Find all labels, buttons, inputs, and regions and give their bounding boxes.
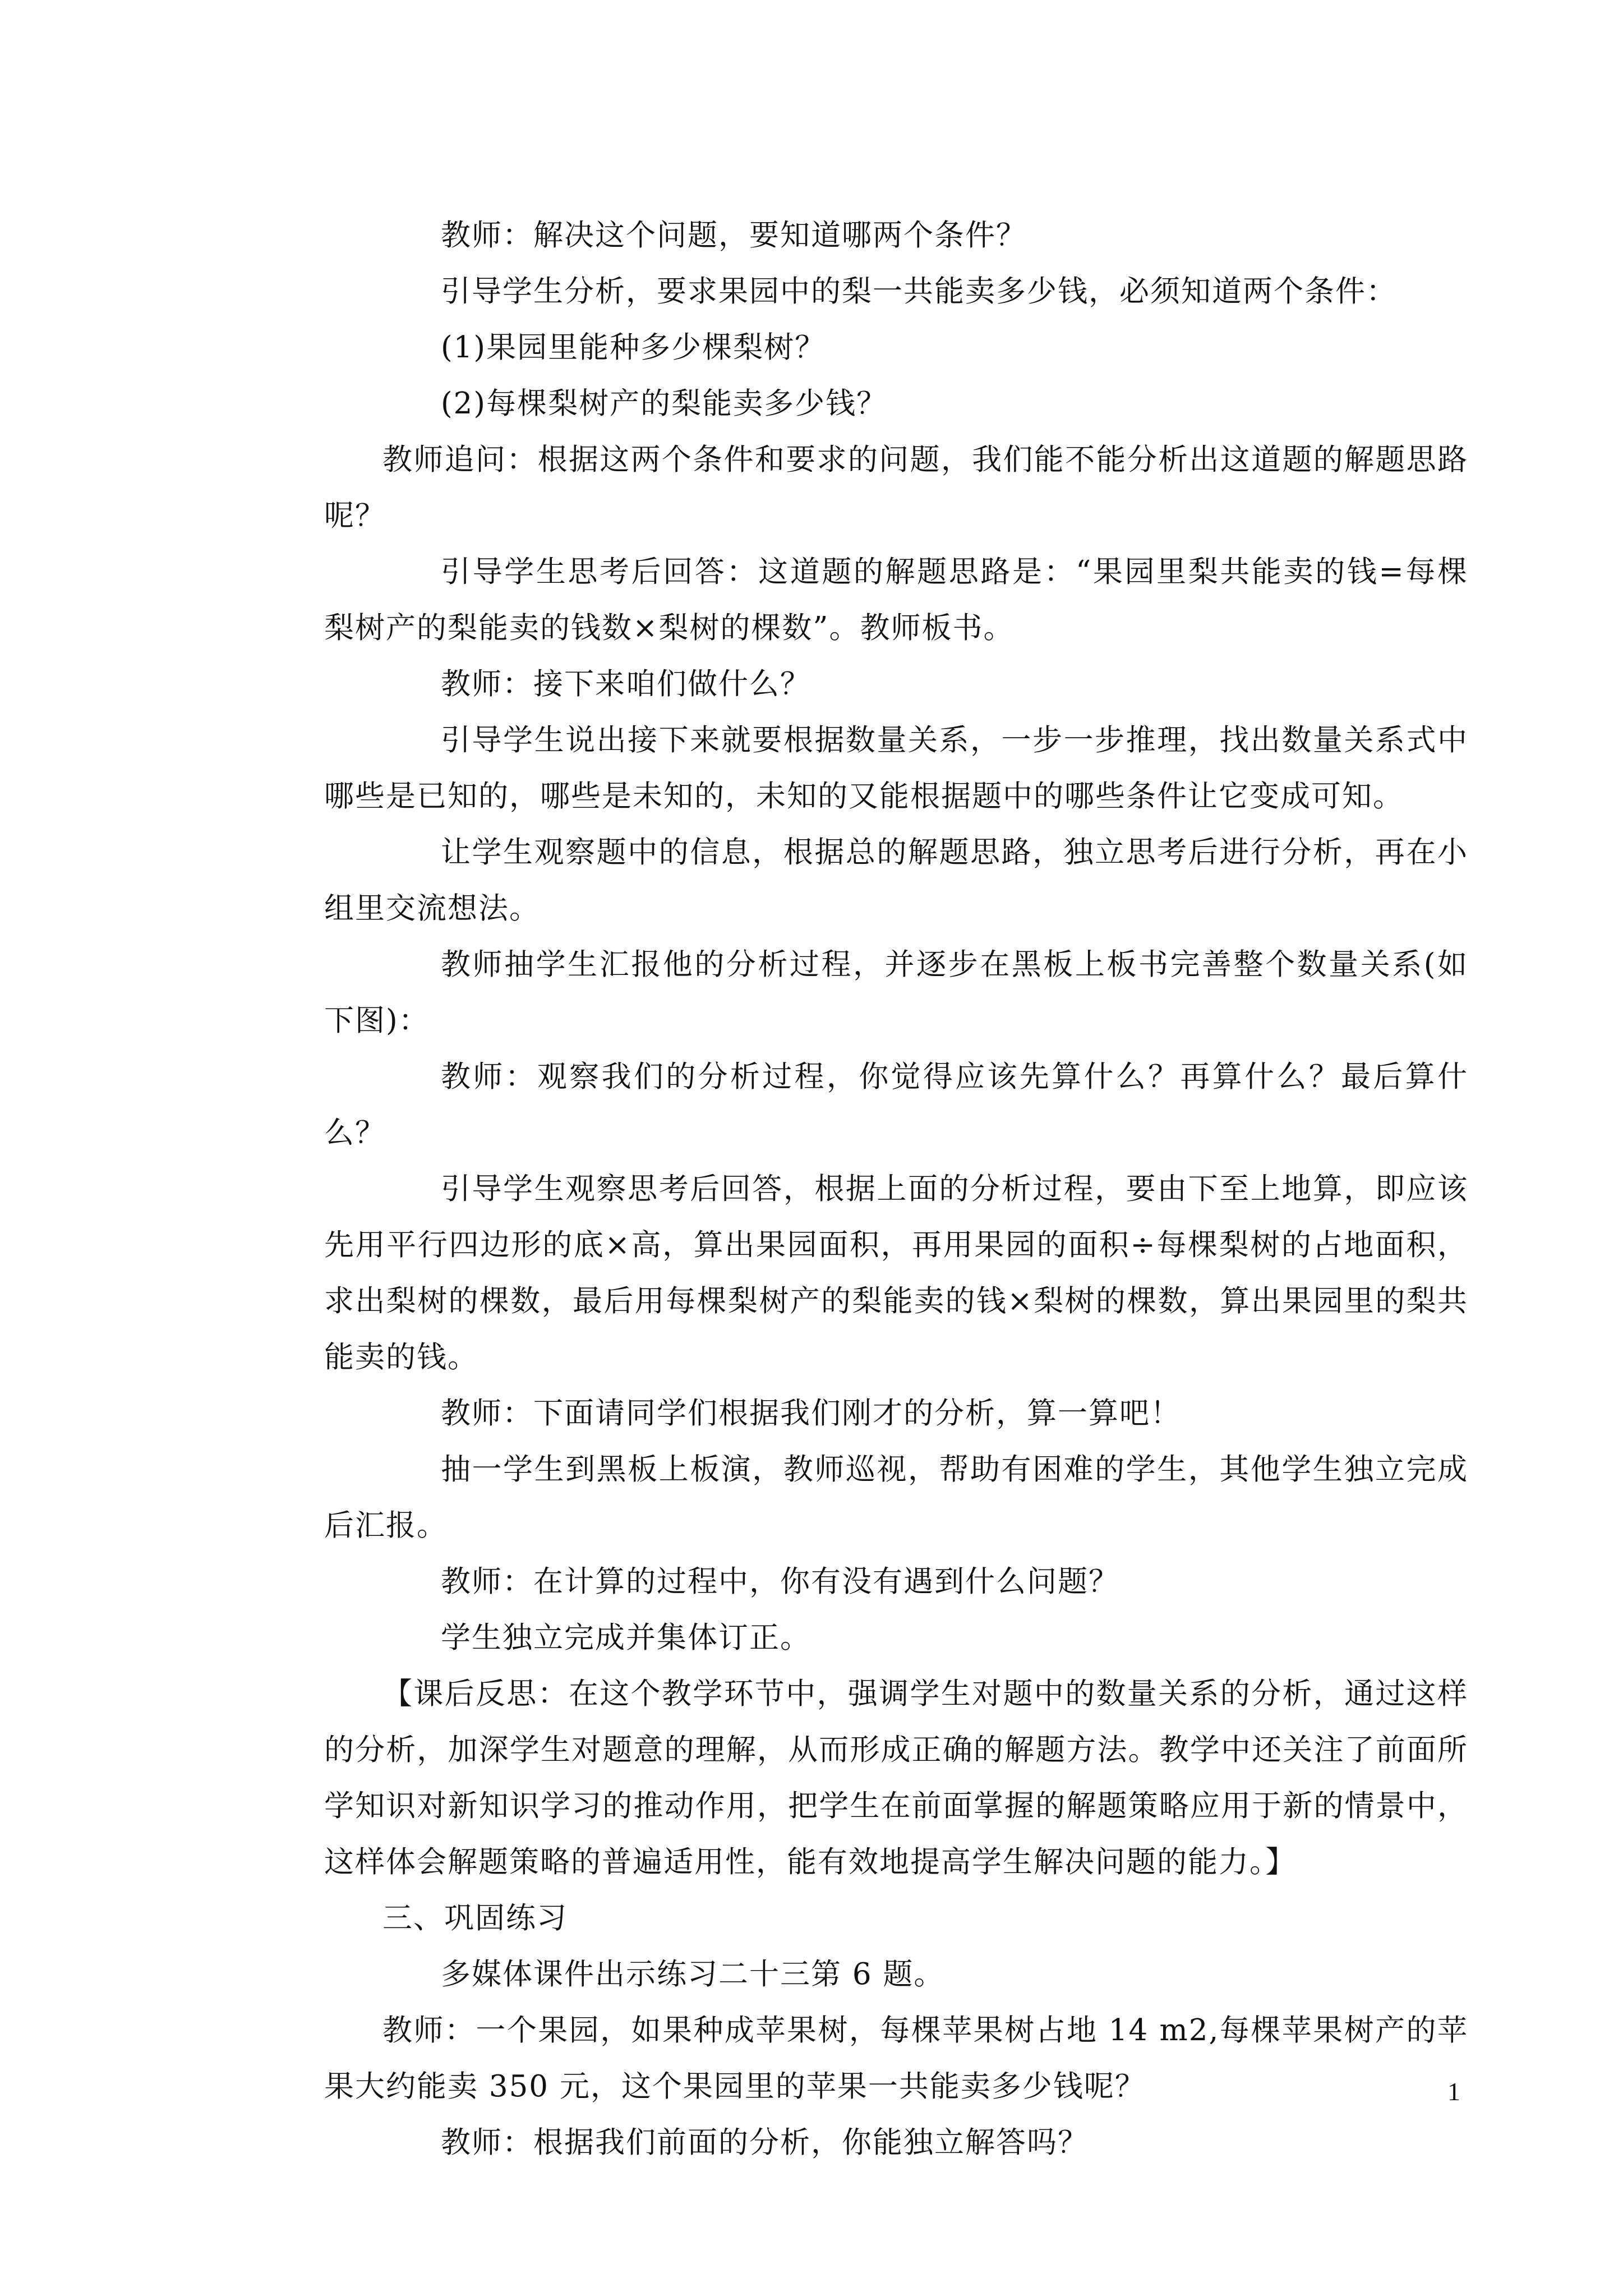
- paragraph: 教师追问：根据这两个条件和要求的问题，我们能不能分析出这道题的解题思路呢？: [324, 443, 1468, 533]
- page-number: 1: [1447, 2077, 1460, 2106]
- paragraph: 教师：接下来咱们做什么？: [441, 667, 811, 701]
- paragraph: 教师：根据我们前面的分析，你能独立解答吗？: [441, 2125, 1089, 2160]
- paragraph: 教师：观察我们的分析过程，你觉得应该先算什么？再算什么？最后算什么？: [324, 1060, 1468, 1150]
- paragraph: 引导学生分析，要求果园中的梨一共能卖多少钱，必须知道两个条件：: [441, 274, 1397, 309]
- paragraph: 让学生观察题中的信息，根据总的解题思路，独立思考后进行分析，再在小组里交流想法。: [324, 835, 1468, 926]
- reflection-paragraph: 【课后反思：在这个教学环节中，强调学生对题中的数量关系的分析，通过这样的分析，加深学生对题意的理解，从而形成正确的解题方法。教学中还关注了前面所学知识对新知识学习的推动作用，把学生在前面掌握的解题策略应用于新的情景中，这样体会解题策略的普遍适用性，能有效地提高学生解决问题的能力。】: [324, 1677, 1468, 1879]
- document-body: [324, 208, 1468, 2171]
- paragraph: 教师：一个果园，如果种成苹果树，每棵苹果树占地 14 m2,每棵苹果树产的苹果大约能卖 350 元，这个果园里的苹果一共能卖多少钱呢？: [324, 2013, 1468, 2104]
- paragraph: 引导学生观察思考后回答，根据上面的分析过程，要由下至上地算，即应该先用平行四边形的底×高，算出果园面积，再用果园的面积÷每棵梨树的占地面积，求出梨树的棵数，最后用每棵梨树产的梨能卖的钱×梨树的棵数，算出果园里的梨共能卖的钱。: [324, 1172, 1468, 1374]
- paragraph: 教师：在计算的过程中，你有没有遇到什么问题？: [441, 1565, 1119, 1599]
- paragraph: 引导学生说出接下来就要根据数量关系，一步一步推理，找出数量关系式中哪些是已知的，哪些是未知的，未知的又能根据题中的哪些条件让它变成可知。: [324, 723, 1468, 813]
- paragraph: 抽一学生到黑板上板演，教师巡视，帮助有困难的学生，其他学生独立完成后汇报。: [324, 1452, 1468, 1543]
- paragraph: 学生独立完成并集体订正。: [441, 1621, 811, 1655]
- paragraph: 教师抽学生汇报他的分析过程，并逐步在黑板上板书完善整个数量关系(如下图)：: [324, 947, 1468, 1038]
- paragraph: (2)每棵梨树产的梨能卖多少钱？: [441, 386, 888, 421]
- paragraph: 引导学生思考后回答：这道题的解题思路是：“果园里梨共能卖的钱=每棵梨树产的梨能卖的钱数×梨树的棵数”。教师板书。: [324, 555, 1468, 645]
- paragraph: 多媒体课件出示练习二十三第 6 题。: [441, 1957, 945, 1991]
- paragraph: (1)果园里能种多少棵梨树？: [441, 330, 826, 365]
- section-heading: 三、巩固练习: [382, 1901, 568, 1935]
- paragraph: 教师：下面请同学们根据我们刚才的分析，算一算吧！: [441, 1396, 1181, 1430]
- paragraph: 教师：解决这个问题，要知道哪两个条件？: [441, 218, 1027, 252]
